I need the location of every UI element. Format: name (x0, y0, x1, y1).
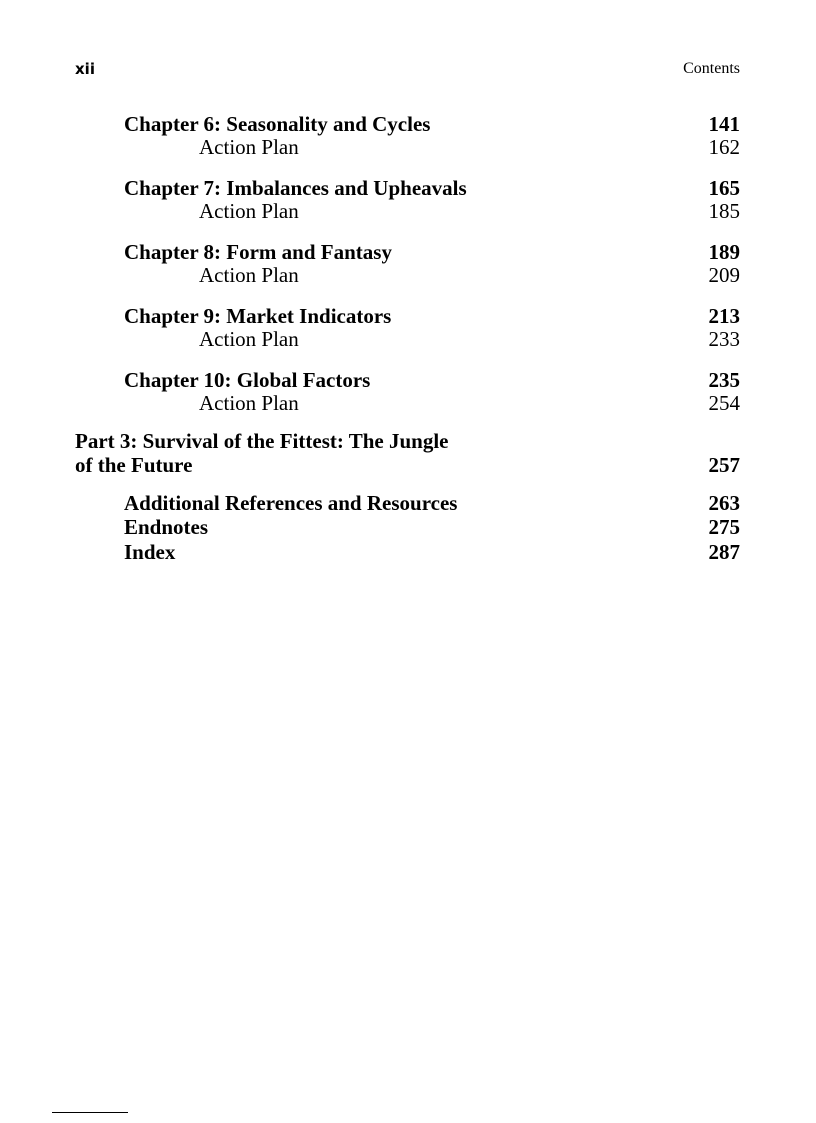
toc-entry-page: 287 (708, 540, 740, 564)
toc-entry-title: Additional References and Resources (124, 491, 458, 515)
footer-rule (52, 1112, 128, 1113)
toc-entry-title: Chapter 7: Imbalances and Upheavals (124, 176, 467, 200)
toc-entry-title: Action Plan (199, 391, 299, 415)
toc-entry-page: 233 (708, 327, 740, 351)
toc-entry-page: 263 (708, 491, 740, 515)
toc-entry-title: Chapter 10: Global Factors (124, 368, 371, 392)
toc-entry-page: 185 (708, 199, 740, 223)
toc-entry-page: 209 (708, 263, 740, 287)
toc-entry-title-line-2: of the Future (75, 453, 193, 477)
toc-entry-page: 141 (708, 112, 740, 136)
toc-entry-page: 162 (708, 135, 740, 159)
toc-entry-title: Chapter 8: Form and Fantasy (124, 240, 392, 264)
toc-entry-title: Action Plan (199, 327, 299, 351)
toc-entry-page: 275 (708, 515, 740, 539)
toc-entry-title: Action Plan (199, 199, 299, 223)
toc-entry-page: 257 (708, 453, 740, 477)
toc-entry-title-line-1: Part 3: Survival of the Fittest: The Jungle (75, 429, 449, 453)
toc-entry-page: 189 (708, 240, 740, 264)
toc-entry-title: Action Plan (199, 135, 299, 159)
toc-entry-title: Action Plan (199, 263, 299, 287)
toc-entry-title: Chapter 6: Seasonality and Cycles (124, 112, 431, 136)
toc-entry-page: 235 (708, 368, 740, 392)
toc-entry-page: 213 (708, 304, 740, 328)
toc-entry-page: 254 (708, 391, 740, 415)
toc-entry-title: Endnotes (124, 515, 209, 539)
toc-entry-title: Chapter 9: Market Indicators (124, 304, 392, 328)
toc-entry-title: Index (124, 540, 176, 564)
toc-entry-page: 165 (708, 176, 740, 200)
page-number: xii (75, 60, 95, 78)
running-head: Contents (683, 60, 740, 77)
